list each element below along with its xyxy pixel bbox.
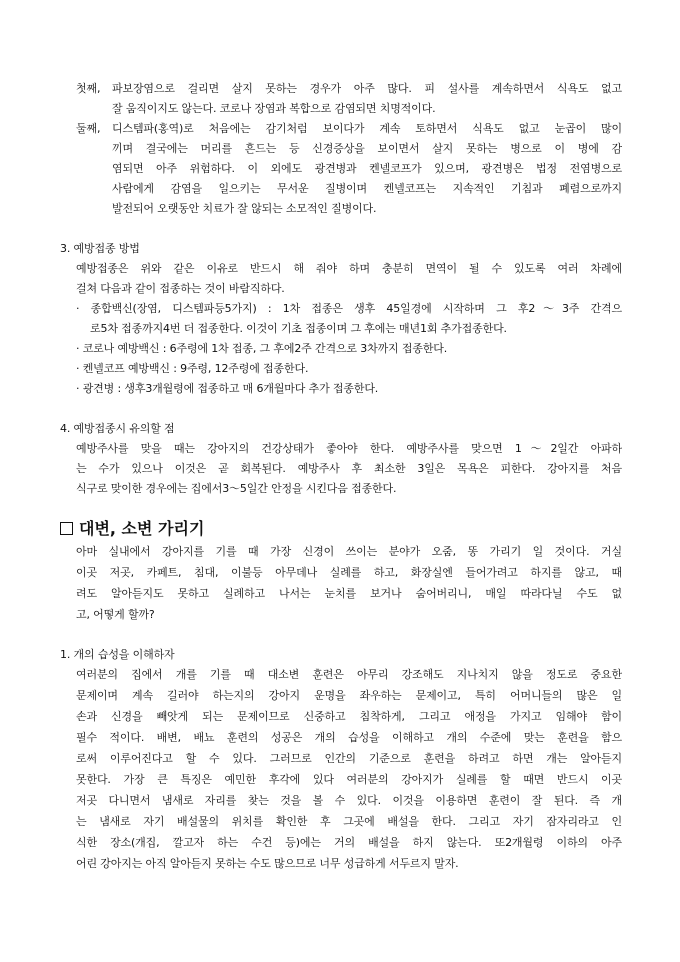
paragraph-line: 예방접종은 위와 같은 이유로 반드시 해 줘야 하며 충분히 면역이 될 수 있도록 여러 차례에 [76,262,622,275]
disease-item-label: 둘째, [76,122,101,135]
section-title: 3. 예방접종 방법 [60,242,140,255]
bullet-item: 로5차 접종까지4번 더 접종한다. 이것이 기초 접종이며 그 후에는 매년1회 추가접종한다. [90,322,507,335]
disease-item-label: 첫째, [76,82,101,95]
bullet-item: · 켄넬코프 예방백신 : 9주령, 12주령에 접종한다. [76,362,309,375]
section-heading-text: 대변, 소변 가리기 [79,519,205,538]
disease-item-line: 사람에게 감염을 일으키는 무서운 질병이며 켄넬코프는 지속적인 기침과 폐렴으로까지 [112,182,622,195]
paragraph-line: 려도 알아듣지도 못하고 실례하고 나서는 눈치를 보거나 숨어버리니, 매일 따라다닐 수도 없 [76,587,622,600]
bullet-item: · 코로나 예방백신 : 6주령에 1차 접종, 그 후에2주 간격으로 3차까지 접종한다. [76,342,448,355]
section-title: 4. 예방접종시 유의할 점 [60,422,175,435]
paragraph-line: 필수 적이다. 배변, 배뇨 훈련의 성공은 개의 습성을 이해하고 개의 수준에 맞는 훈련을 함으 [76,731,622,744]
paragraph-line: 고, 어떻게 할까? [76,608,155,621]
paragraph-line: 예방주사를 맞을 때는 강아지의 건강상태가 좋아야 한다. 예방주사를 맞으면 1～2일간 아파하 [76,442,622,455]
paragraph-line: 로써 이루어진다고 할 수 있다. 그러므로 인간의 기준으로 훈련을 하려고 하면 개는 알아듣지 [76,752,622,765]
paragraph-line: 저곳 다니면서 냄새로 자리를 찾는 것을 볼 수 있다. 이것을 이용하면 훈련이 잘 된다. 즉 개 [76,794,622,807]
disease-item-line: 파보장염으로 걸리면 살지 못하는 경우가 아주 많다. 피 설사를 계속하면서 식욕도 없고 [112,82,622,95]
paragraph-line: 어린 강아지는 아직 알아듣지 못하는 수도 많으므로 너무 성급하게 서두르지 말자. [76,857,459,870]
paragraph-line: 식한 장소(개집, 깔고자 하는 수건 등)에는 거의 배설을 하지 않는다. 또2개월령 이하의 아주 [76,836,622,849]
subsection-title: 1. 개의 습성을 이해하자 [60,648,175,661]
paragraph-line: 못한다. 가장 큰 특징은 예민한 후각에 있다 여러분의 강아지가 실례를 할 때면 반드시 이곳 [76,773,622,786]
paragraph-line: 여러분의 집에서 개를 기를 때 대소변 훈련은 아무리 강조해도 지나치지 않을 정도로 중요한 [76,668,622,681]
paragraph-line: 문제이며 계속 길러야 하는지의 강아지 운명을 좌우하는 문제이고, 특히 어머니들의 많은 일 [76,689,622,702]
paragraph-line: 아마 실내에서 강아지를 기를 때 가장 신경이 쓰이는 분야가 오줌, 똥 가리기 일 것이다. 거실 [76,545,622,558]
square-bullet-icon [60,522,73,535]
paragraph-line: 걸쳐 다음과 같이 접종하는 것이 바람직하다. [76,282,285,295]
paragraph-line: 식구로 맞이한 경우에는 집에서3～5일간 안정을 시킨다음 접종한다. [76,482,397,495]
paragraph-line: 이곳 저곳, 카페트, 침대, 이불등 아무데나 실례를 하고, 화장실엔 들어가려고 하지를 않고, 때 [76,566,622,579]
paragraph-line: 는 냄새로 자기 배설물의 위치를 확인한 후 그곳에 배설을 한다. 그리고 자기 잠자리라고 인 [76,815,622,828]
paragraph-line: 는 수가 있으나 이것은 곧 회복된다. 예방주사 후 최소한 3일은 목욕은 피한다. 강아지를 처음 [76,462,622,475]
bullet-item: · 광견병 : 생후3개월령에 접종하고 매 6개월마다 추가 접종한다. [76,382,379,395]
section-heading [60,519,204,541]
paragraph-line: 손과 신경을 빼앗게 되는 문제이므로 신중하고 침착하게, 그리고 애정을 가지고 임해야 함이 [76,710,622,723]
disease-item-line: 디스템파(홍역)로 처음에는 감기처럼 보이다가 계속 토하면서 식욕도 없고 눈곱이 많이 [112,122,622,135]
disease-item-line: 끼며 결국에는 머리를 흔드는 등 신경증상을 보이면서 살지 못하는 병으로 이 병에 감 [112,142,622,155]
disease-item-line: 염되면 아주 위험하다. 이 외에도 광견병과 켄넬코프가 있으며, 광견병은 법정 전염병으로 [112,162,622,175]
bullet-item: · 종합백신(장염, 디스템파등5가지) : 1차 접종은 생후 45일경에 시작하며 그 후2～3주 간격으 [76,302,622,315]
disease-item-line: 잘 움직이지도 않는다. 코로나 장염과 복합으로 감염되면 치명적이다. [112,102,436,115]
disease-item-line: 발전되어 오랫동안 치료가 잘 않되는 소모적인 질병이다. [112,202,377,215]
